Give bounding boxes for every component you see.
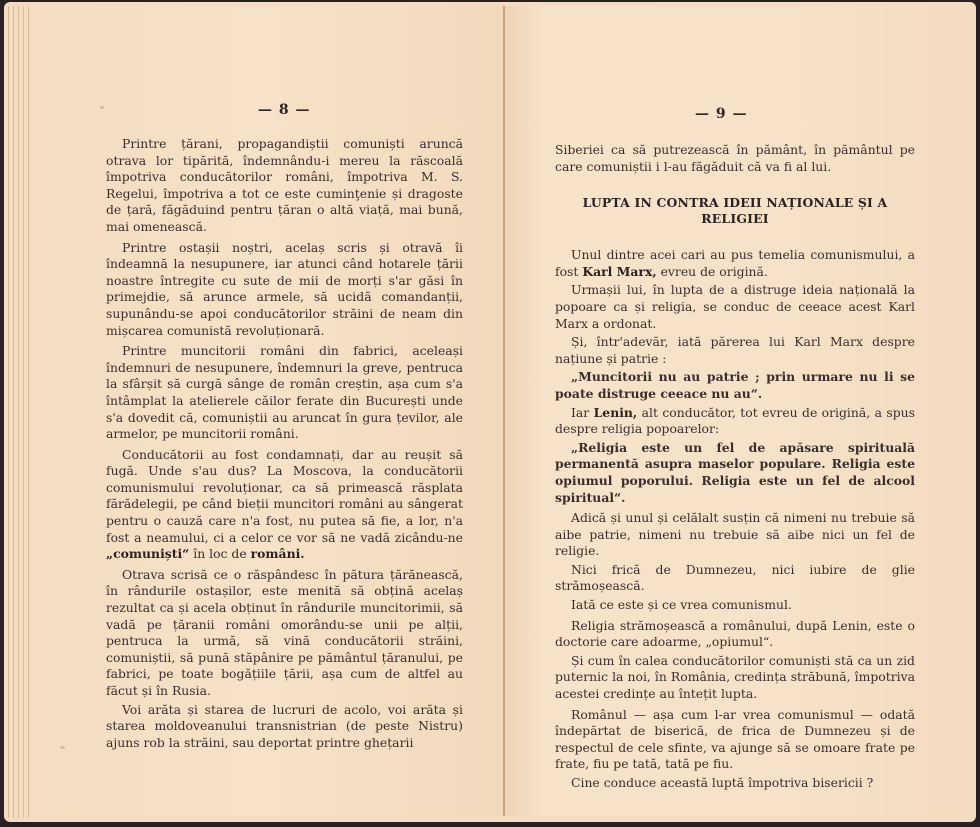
paper-stain (60, 746, 65, 749)
paragraph: Și cum în calea conducătorilor comuniști stă ca un zid puternic la noi, în România, credința străbună, împotriva acestei credințe au întețit lupta. (555, 652, 915, 702)
emphasis: „comuniști“ (106, 546, 190, 562)
emphasis: Karl Marx, (582, 263, 657, 279)
paragraph: Voi arăta și starea de lucruri de acolo, voi arăta și starea moldoveanului transnistrian (de peste Nistru) ajuns rob la străini, sau deportat printre ghețarii (106, 701, 463, 750)
paragraph: Românul — așa cum l-ar vrea comunismul — odată îndepărtat de biserică, de frica de Dumnezeu și de respectul de cele sfinte, va ajunge să se omoare frate pe frate, fiu pe tată, tată pe fiu. (555, 706, 915, 772)
paragraph (555, 405, 915, 438)
quote-lenin: „Religia este un fel de apăsare spirituală permanentă asupra maselor populare. Religia este opiumul poporului. Religia este un fel de alcool spiritual“. (555, 439, 915, 505)
emphasis: români. (250, 546, 305, 562)
quote-marx: „Muncitorii nu au patrie ; prin urmare nu li se poate distruge ceeace nu au“. (555, 369, 915, 401)
paragraph: Printre muncitorii români din fabrici, aceleași îndemnuri de nesupunere, îndemnuri la greve, pentruca la sfârșit să curgă sânge de român creștin, așa cum s'a întâmplat la atelierele căilor ferate din București unde s'a dovedit că, comuniștii au aruncat în gura țevilor, ale armelor, pe muncitorii români. (106, 343, 463, 442)
right-page (505, 6, 974, 816)
text-run: Unul dintre acei cari au pus temelia comunismului, a fost (555, 247, 915, 279)
paper-stain (100, 106, 104, 109)
paragraph: Printre țărani, propagandiștii comuniști aruncă otrava lor tipărită, îndemnându-i mereu la răscoală împotriva conducătorilor români, împotriva M. S. Regelui, împotriva a tot ce este cuminţenie și dragoste de țară, făgăduind pentru țăran o altă viață, mai bună, mai omenească. (106, 136, 463, 234)
right-page-body (555, 142, 915, 794)
paragraph: Nici frică de Dumnezeu, nici iubire de glie strămoșească. (555, 561, 915, 594)
paragraph (106, 447, 463, 563)
paragraph: Urmașii lui, în lupta de a distruge ideia națională la popoare ca și religia, se conduc de ceeace acest Karl Marx a ordonat. (555, 282, 915, 331)
text-run: în loc de (189, 546, 251, 562)
emphasis: Lenin, (593, 404, 638, 420)
paragraph: Iată ce este și ce vrea comunismul. (571, 597, 792, 613)
paragraph: Adică și unul și celălalt susțin că nimeni nu trebuie să aibe patrie, nimeni nu trebuie să aibe nici un fel de religie. (555, 510, 915, 559)
left-page (30, 6, 504, 816)
page-number: — 9 — (695, 106, 748, 122)
left-page-body (106, 136, 463, 753)
text-run: Conducătorii au fost condamnați, dar au reușit să fugă. Unde s'au dus? La Moscova, la conducătorii comunismului revoluționar, ca să primească răsplata fărădelegii, pe când bieții muncitori români au sângerat pentru o cauză care n'a fost, nu putea să fie, a lor, n'a fost a neamului, ci a celor ce vor să ne vadă zicându-ne (106, 446, 463, 545)
page-edges (8, 6, 31, 818)
text-run: evreu de origină. (656, 263, 768, 279)
paragraph: Otrava scrisă ce o răspândesc în pătura țărănească, în rândurile ostașilor, este menită să obțină acelaș rezultat ca și acela obținut în rândurile muncitorimii, să vadă pe țăranii români omorându-se unii pe alții, pentruca la urmă, să vină conducătorii străini, comuniștii, să pună stăpânire pe pământul țăranului, pe fabrici, pe toate bogățiile țării, așa cum de altfel au făcut și în Rusia. (106, 566, 463, 698)
section-heading: LUPTA IN CONTRA IDEII NAȚIONALE ȘI A RELIGIEI (582, 195, 888, 227)
paragraph: Cine conduce această luptă împotriva bisericii ? (571, 775, 874, 790)
paragraph: Printre ostașii noștri, acelaș scris și otravă îi îndeamnă la nesupunere, iar atunci când hotarele țării noastre întregite cu sute de mii de morți s'ar găsi în primejdie, să arunce armele, să ucidă comandanții, supunându-se apoi conducătorilor străini de neam din mișcarea comunistă revoluționară. (106, 239, 463, 338)
paragraph-continuation: Siberiei ca să putrezească în pământ, în pământul pe care comuniștii i l-au făgăduit că va fi al lui. (555, 142, 915, 174)
paragraph: Religia strămoșească a românului, după Lenin, este o doctorie care adoarme, „opiumul“. (555, 617, 915, 650)
page-number: — 8 — (258, 102, 311, 118)
open-book (4, 2, 976, 822)
text-run: alt conducător, tot evreu de origină, a spus despre religia popoarelor: (555, 404, 915, 437)
text-run: Iar (571, 404, 594, 420)
paragraph (555, 247, 915, 280)
paragraph: Și, într'adevăr, iată părerea lui Karl Marx despre națiune și patrie : (555, 334, 915, 366)
